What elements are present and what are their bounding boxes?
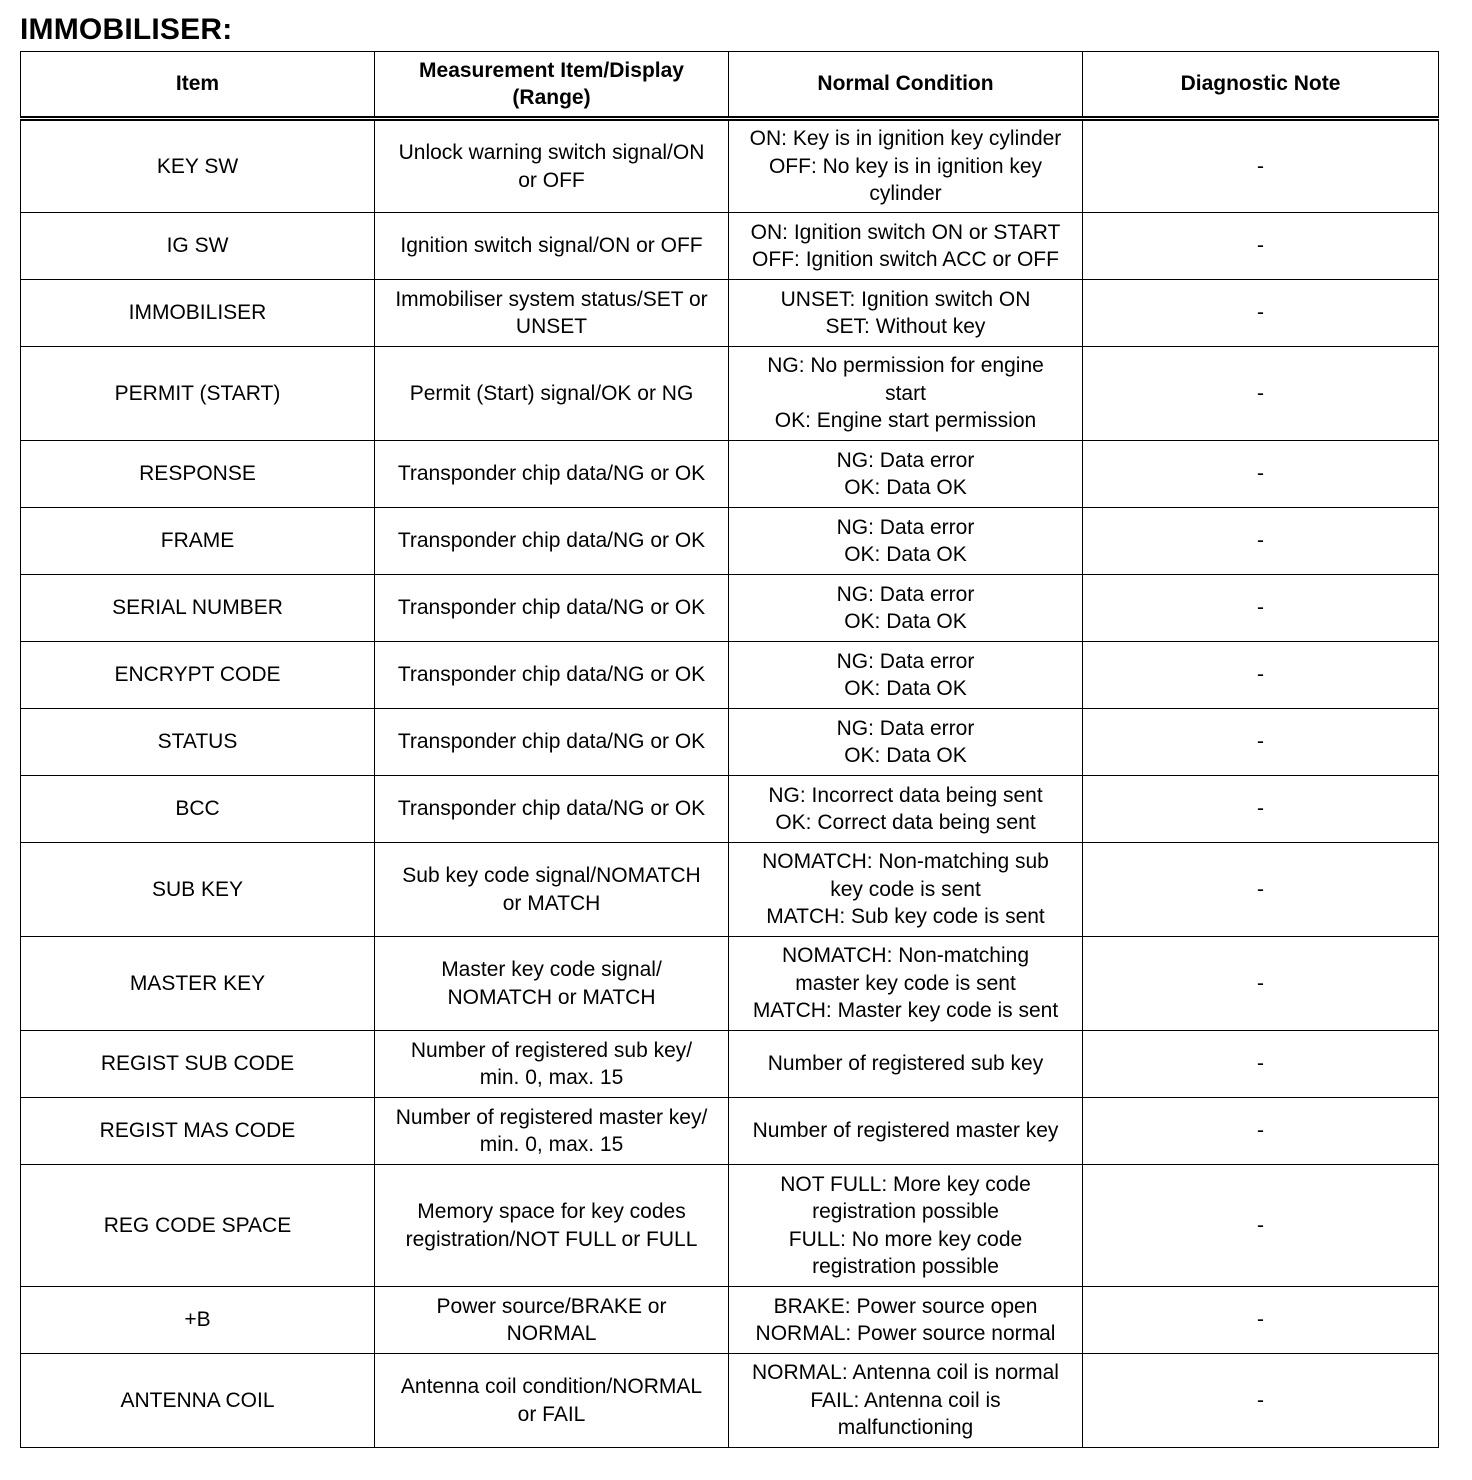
- measurement-cell: [375, 776, 729, 843]
- diagnostic-note-cell: -: [1083, 347, 1439, 441]
- item-cell: STATUS: [21, 709, 375, 776]
- normal-condition-cell-line: OK: Engine start permission: [774, 409, 1037, 433]
- measurement-cell-line: Transponder chip data/NG or OK: [397, 462, 706, 486]
- diagnostic-note-cell: -: [1083, 709, 1439, 776]
- table-row: [21, 1098, 1439, 1165]
- normal-condition-cell: [729, 441, 1083, 508]
- table-header: [21, 52, 1439, 119]
- normal-condition-cell-line: Number of registered sub key: [767, 1052, 1044, 1076]
- item-cell: REGIST MAS CODE: [21, 1098, 375, 1165]
- normal-condition-cell-line: OK: Data OK: [844, 476, 967, 499]
- normal-condition-cell-line: NG: Data error: [836, 649, 975, 673]
- measurement-cell: [375, 1031, 729, 1098]
- table-row: [21, 280, 1439, 347]
- normal-condition-cell-line: NG: Data error: [836, 582, 975, 606]
- normal-condition-cell-line: NG: Data error: [836, 515, 975, 539]
- normal-condition-cell-line: NOT FULL: More key code: [780, 1172, 1031, 1196]
- diagnostic-note-cell: -: [1083, 843, 1439, 937]
- measurement-cell: [375, 937, 729, 1031]
- normal-condition-cell-line: OK: Data OK: [844, 744, 967, 767]
- normal-condition-cell-line: BRAKE: Power source open: [773, 1294, 1038, 1318]
- normal-condition-cell-line: UNSET: Ignition switch ON: [780, 287, 1031, 311]
- measurement-cell-line: Master key code signal/: [441, 958, 662, 981]
- normal-condition-cell-line: OK: Data OK: [844, 677, 967, 700]
- measurement-cell: [375, 119, 729, 213]
- page-title: IMMOBILISER:: [20, 13, 233, 46]
- measurement-cell: [375, 213, 729, 280]
- item-cell: ENCRYPT CODE: [21, 642, 375, 709]
- measurement-cell: [375, 280, 729, 347]
- measurement-cell-line: NOMATCH or MATCH: [447, 985, 656, 1009]
- table-row: [21, 776, 1439, 843]
- table-row: [21, 1165, 1439, 1287]
- measurement-cell: [375, 1287, 729, 1354]
- normal-condition-cell-line: Number of registered master key: [752, 1119, 1059, 1143]
- normal-condition-cell: [729, 508, 1083, 575]
- normal-condition-cell-line: NORMAL: Antenna coil is normal: [752, 1361, 1059, 1385]
- normal-condition-cell-line: OFF: Ignition switch ACC or OFF: [752, 248, 1059, 271]
- normal-condition-cell: [729, 1287, 1083, 1354]
- measurement-cell-line: min. 0, max. 15: [479, 1133, 624, 1156]
- measurement-cell-line: Transponder chip data/NG or OK: [397, 529, 706, 553]
- diagnostic-note-cell: -: [1083, 642, 1439, 709]
- item-cell: SERIAL NUMBER: [21, 575, 375, 642]
- measurement-cell: [375, 843, 729, 937]
- measurement-cell: [375, 441, 729, 508]
- item-cell: PERMIT (START): [21, 347, 375, 441]
- diagnostic-note-cell: -: [1083, 776, 1439, 843]
- diagnostic-note-cell: -: [1083, 1031, 1439, 1098]
- table-row: [21, 213, 1439, 280]
- measurement-cell-line: Transponder chip data/NG or OK: [397, 730, 706, 754]
- immobiliser-data-table: [20, 51, 1439, 1448]
- item-cell: BCC: [21, 776, 375, 843]
- measurement-cell-line: Power source/BRAKE or: [436, 1294, 667, 1318]
- item-cell: IMMOBILISER: [21, 280, 375, 347]
- measurement-cell-line: Unlock warning switch signal/ON: [398, 141, 705, 164]
- measurement-cell-line: Immobiliser system status/SET or: [395, 287, 708, 311]
- diagnostic-note-cell: -: [1083, 119, 1439, 213]
- normal-condition-cell-line: cylinder: [869, 182, 942, 206]
- normal-condition-cell: [729, 1165, 1083, 1287]
- measurement-cell: [375, 508, 729, 575]
- normal-condition-cell-line: NG: Data error: [836, 448, 975, 472]
- measurement-cell: [375, 1098, 729, 1165]
- table-row: [21, 508, 1439, 575]
- table-body: [21, 119, 1439, 1448]
- table-row: [21, 1287, 1439, 1354]
- measurement-cell-line: Transponder chip data/NG or OK: [397, 797, 706, 821]
- table-row: [21, 937, 1439, 1031]
- table-row: [21, 575, 1439, 642]
- header-line: (Range): [512, 86, 591, 109]
- diagnostic-note-cell: -: [1083, 1354, 1439, 1448]
- table-row: [21, 843, 1439, 937]
- header-normal-condition: [729, 52, 1083, 119]
- measurement-cell-line: Memory space for key codes: [417, 1200, 686, 1223]
- normal-condition-cell-line: SET: Without key: [825, 315, 986, 338]
- diagnostic-note-cell: -: [1083, 508, 1439, 575]
- table-row: [21, 441, 1439, 508]
- normal-condition-cell-line: NG: Data error: [836, 716, 975, 740]
- measurement-cell: [375, 1354, 729, 1448]
- measurement-cell: [375, 709, 729, 776]
- normal-condition-cell-line: malfunctioning: [837, 1416, 974, 1440]
- diagnostic-note-cell: -: [1083, 1098, 1439, 1165]
- item-cell: IG SW: [21, 213, 375, 280]
- normal-condition-cell: [729, 347, 1083, 441]
- header-diagnostic-note: [1083, 52, 1439, 119]
- normal-condition-cell-line: OK: Data OK: [844, 543, 967, 566]
- measurement-cell-line: min. 0, max. 15: [479, 1066, 624, 1089]
- table-row: [21, 709, 1439, 776]
- normal-condition-cell: [729, 1031, 1083, 1098]
- measurement-cell-line: or FAIL: [517, 1402, 586, 1426]
- item-cell: +B: [21, 1287, 375, 1354]
- measurement-cell-line: Number of registered sub key/: [410, 1038, 693, 1062]
- normal-condition-cell-line: OK: Data OK: [844, 610, 967, 633]
- header-row: [21, 52, 1439, 119]
- measurement-cell: [375, 642, 729, 709]
- diagnostic-note-cell: -: [1083, 1165, 1439, 1287]
- measurement-cell-line: Transponder chip data/NG or OK: [397, 596, 706, 620]
- normal-condition-cell-line: NOMATCH: Non-matching: [782, 944, 1029, 968]
- measurement-cell-line: UNSET: [515, 315, 588, 338]
- measurement-cell-line: or MATCH: [502, 891, 601, 915]
- measurement-cell-line: Sub key code signal/NOMATCH: [402, 864, 701, 887]
- normal-condition-cell-line: registration possible: [812, 1200, 999, 1223]
- table-row: [21, 1031, 1439, 1098]
- header-line: Diagnostic Note: [1180, 72, 1341, 96]
- item-cell: REG CODE SPACE: [21, 1165, 375, 1287]
- item-cell: MASTER KEY: [21, 937, 375, 1031]
- item-cell: ANTENNA COIL: [21, 1354, 375, 1448]
- normal-condition-cell-line: key code is sent: [830, 877, 981, 901]
- table-row: [21, 347, 1439, 441]
- normal-condition-cell-line: MATCH: Master key code is sent: [752, 999, 1059, 1023]
- normal-condition-cell-line: MATCH: Sub key code is sent: [766, 905, 1045, 929]
- item-cell: SUB KEY: [21, 843, 375, 937]
- normal-condition-cell-line: registration possible: [812, 1255, 999, 1278]
- normal-condition-cell: [729, 213, 1083, 280]
- normal-condition-cell-line: ON: Ignition switch ON or START: [750, 220, 1061, 244]
- measurement-cell: [375, 347, 729, 441]
- normal-condition-cell-line: FAIL: Antenna coil is: [810, 1388, 1001, 1412]
- normal-condition-cell-line: OK: Correct data being sent: [775, 811, 1036, 834]
- normal-condition-cell-line: FULL: No more key code: [788, 1227, 1023, 1251]
- item-cell: FRAME: [21, 508, 375, 575]
- normal-condition-cell: [729, 575, 1083, 642]
- item-cell: KEY SW: [21, 119, 375, 213]
- normal-condition-cell: [729, 280, 1083, 347]
- table-row: [21, 119, 1439, 213]
- measurement-cell-line: Number of registered master key/: [395, 1105, 708, 1129]
- diagnostic-note-cell: -: [1083, 575, 1439, 642]
- measurement-cell: [375, 1165, 729, 1287]
- item-cell: REGIST SUB CODE: [21, 1031, 375, 1098]
- measurement-cell-line: Antenna coil condition/NORMAL: [400, 1375, 703, 1398]
- diagnostic-note-cell: -: [1083, 213, 1439, 280]
- normal-condition-cell-line: master key code is sent: [795, 971, 1016, 995]
- normal-condition-cell: [729, 843, 1083, 937]
- measurement-cell: [375, 575, 729, 642]
- measurement-cell-line: Ignition switch signal/ON or OFF: [400, 234, 703, 258]
- diagnostic-note-cell: -: [1083, 1287, 1439, 1354]
- table-row: [21, 1354, 1439, 1448]
- normal-condition-cell-line: start: [885, 381, 926, 405]
- header-line: Measurement Item/Display: [419, 58, 684, 82]
- header-item: [21, 52, 375, 119]
- measurement-cell-line: or OFF: [518, 168, 585, 192]
- diagnostic-note-cell: -: [1083, 937, 1439, 1031]
- normal-condition-cell: [729, 709, 1083, 776]
- normal-condition-cell: [729, 937, 1083, 1031]
- normal-condition-cell: [729, 642, 1083, 709]
- table-row: [21, 642, 1439, 709]
- header-line: Item: [175, 72, 220, 96]
- normal-condition-cell-line: NG: No permission for engine: [767, 354, 1044, 378]
- header-line: Normal Condition: [817, 72, 994, 96]
- normal-condition-cell-line: NORMAL: Power source normal: [755, 1322, 1056, 1345]
- normal-condition-cell: [729, 776, 1083, 843]
- normal-condition-cell-line: ON: Key is in ignition key cylinder: [749, 127, 1062, 151]
- item-cell: RESPONSE: [21, 441, 375, 508]
- measurement-cell-line: NORMAL: [506, 1322, 597, 1345]
- measurement-cell-line: Permit (Start) signal/OK or NG: [409, 381, 694, 405]
- normal-condition-cell-line: OFF: No key is in ignition key: [768, 154, 1043, 178]
- measurement-cell-line: Transponder chip data/NG or OK: [397, 663, 706, 687]
- diagnostic-note-cell: -: [1083, 441, 1439, 508]
- normal-condition-cell: [729, 119, 1083, 213]
- normal-condition-cell-line: NG: Incorrect data being sent: [768, 783, 1043, 807]
- normal-condition-cell: [729, 1098, 1083, 1165]
- normal-condition-cell-line: NOMATCH: Non-matching sub: [762, 850, 1049, 874]
- normal-condition-cell: [729, 1354, 1083, 1448]
- diagnostic-note-cell: -: [1083, 280, 1439, 347]
- measurement-cell-line: registration/NOT FULL or FULL: [405, 1227, 698, 1251]
- header-measurement: [375, 52, 729, 119]
